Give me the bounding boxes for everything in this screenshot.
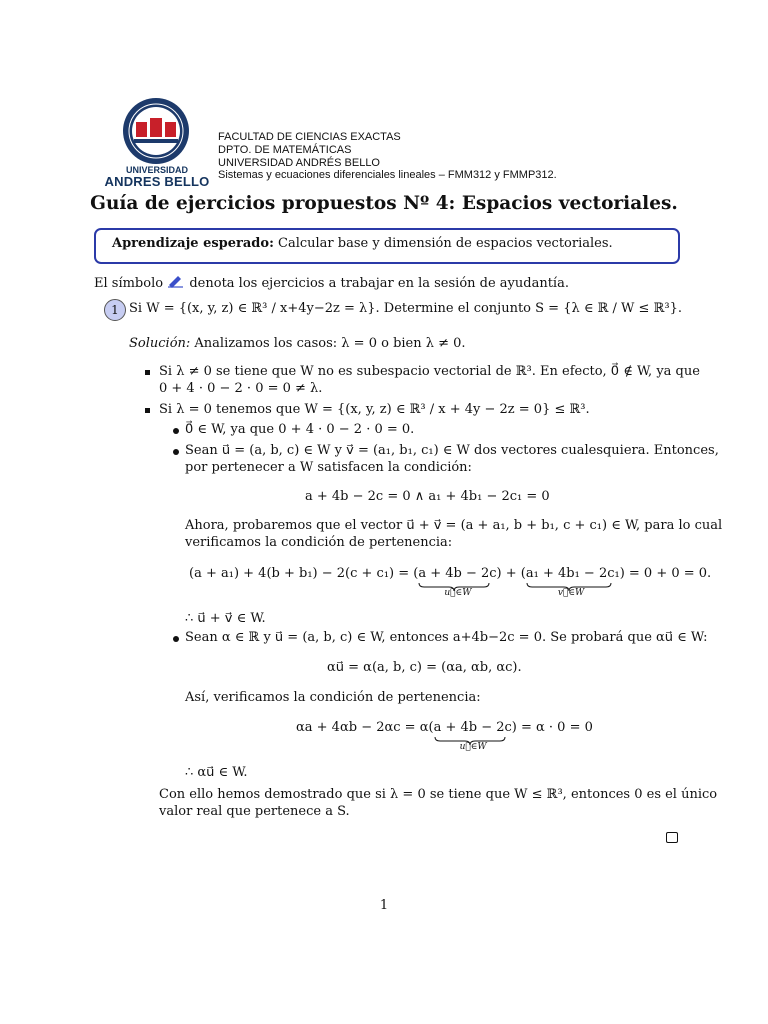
bullet-dot [173, 449, 179, 455]
header-faculty: FACULTAD DE CIENCIAS EXACTAS [218, 131, 401, 143]
page-title: Guía de ejercicios propuestos Nº 4: Espacios vectoriales. [90, 193, 678, 214]
learning-objective [112, 236, 613, 251]
sub1-line: 0⃗ ∈ W, ya que 0 + 4 · 0 − 2 · 0 = 0. [185, 422, 415, 437]
conclusion-1: ∴ u⃗ + v⃗ ∈ W. [185, 611, 266, 626]
eq2-mid: ) + ( [496, 566, 526, 581]
sub2-line1: Sean u⃗ = (a, b, c) ∈ W y v⃗ = (a₁, b₁, c₁) ∈ W dos vectores cualesquiera. Entonces, [185, 443, 719, 458]
case2-line: Si λ = 0 tenemos que W = {(x, y, z) ∈ ℝ³ / x + 4y − 2z = 0} ≤ ℝ³. [159, 402, 590, 417]
eq2-brace-group-2 [525, 566, 620, 598]
eq2-brace-label-2: v⃗∈W [557, 588, 585, 598]
eq2-brace-term-1: a + 4b − 2c [418, 566, 497, 581]
bullet-square [145, 408, 150, 413]
case1-line1: Si λ ≠ 0 se tiene que W no es subespacio vectorial de ℝ³. En efecto, 0⃗ ∉ W, ya que [159, 364, 700, 379]
header-department: DPTO. DE MATEMÁTICAS [218, 144, 352, 156]
para2-line: Así, verificamos la condición de pertenencia: [185, 690, 481, 705]
sub2-line2: por pertenecer a W satisfacen la condición: [185, 460, 472, 475]
equation-3: αu⃗ = α(a, b, c) = (αa, αb, αc). [327, 660, 522, 675]
qed-square-icon [666, 832, 678, 843]
pencil-icon [167, 274, 185, 288]
para1-line1: Ahora, probaremos que el vector u⃗ + v⃗ = (a + a₁, b + b₁, c + c₁) ∈ W, para lo cual [185, 518, 723, 533]
equation-4 [296, 720, 593, 752]
eq4-left: αa + 4αb − 2αc = α( [296, 720, 434, 735]
eq2-brace-group-1 [418, 566, 497, 598]
eq2-brace-term-2: a₁ + 4b₁ − 2c₁ [525, 566, 620, 581]
university-seal-icon [104, 96, 208, 166]
sub3-line: Sean α ∈ ℝ y u⃗ = (a, b, c) ∈ W, entonces a+4b−2c = 0. Se probará que αu⃗ ∈ W: [185, 630, 708, 645]
case1-line2: 0 + 4 · 0 − 2 · 0 = 0 ≠ λ. [159, 381, 323, 396]
equation-2 [189, 566, 712, 598]
final-line2: valor real que pertenece a S. [159, 804, 350, 819]
solution-intro-line [129, 336, 466, 351]
eq2-left: (a + a₁) + 4(b + b₁) − 2(c + c₁) = ( [189, 566, 419, 581]
bullet-dot [173, 636, 179, 642]
learning-objective-text: Calcular base y dimensión de espacios vectoriales. [278, 236, 613, 251]
learning-objective-label: Aprendizaje esperado: [112, 236, 274, 251]
final-line1: Con ello hemos demostrado que si λ = 0 se tiene que W ≤ ℝ³, entonces 0 es el único [159, 787, 718, 802]
eq2-brace-label-1: u⃗∈W [444, 588, 472, 598]
conclusion-2: ∴ αu⃗ ∈ W. [185, 765, 248, 780]
intro-before: El símbolo [94, 276, 164, 291]
logo-line1: UNIVERSIDAD [125, 165, 188, 175]
intro-after: denota los ejercicios a trabajar en la sesión de ayudantía. [189, 276, 569, 291]
solution-label: Solución: [129, 336, 191, 351]
eq4-brace-term: a + 4b − 2c [433, 720, 512, 735]
equation-1: a + 4b − 2c = 0 ∧ a₁ + 4b₁ − 2c₁ = 0 [305, 489, 550, 504]
eq4-brace-label: u⃗∈W [459, 742, 487, 752]
intro-line [94, 274, 569, 291]
logo-line2: ANDRES BELLO [104, 174, 210, 189]
solution-intro: Analizamos los casos: λ = 0 o bien λ ≠ 0. [194, 336, 466, 351]
page-number: 1 [379, 898, 389, 913]
header-university: UNIVERSIDAD ANDRÉS BELLO [218, 157, 380, 169]
para1-line2: verificamos la condición de pertenencia: [185, 535, 453, 550]
eq4-brace-group [433, 720, 512, 752]
exercise-number: 1 [104, 299, 126, 321]
eq4-right: ) = α · 0 = 0 [511, 720, 593, 735]
header-course: Sistemas y ecuaciones diferenciales lineales – FMM312 y FMMP312. [218, 169, 557, 181]
eq2-right: ) = 0 + 0 = 0. [619, 566, 712, 581]
bullet-dot [173, 428, 179, 434]
bullet-square [145, 370, 150, 375]
exercise-statement: Si W = {(x, y, z) ∈ ℝ³ / x+4y−2z = λ}. Determine el conjunto S = {λ ∈ ℝ / W ≤ ℝ³}. [129, 301, 682, 316]
